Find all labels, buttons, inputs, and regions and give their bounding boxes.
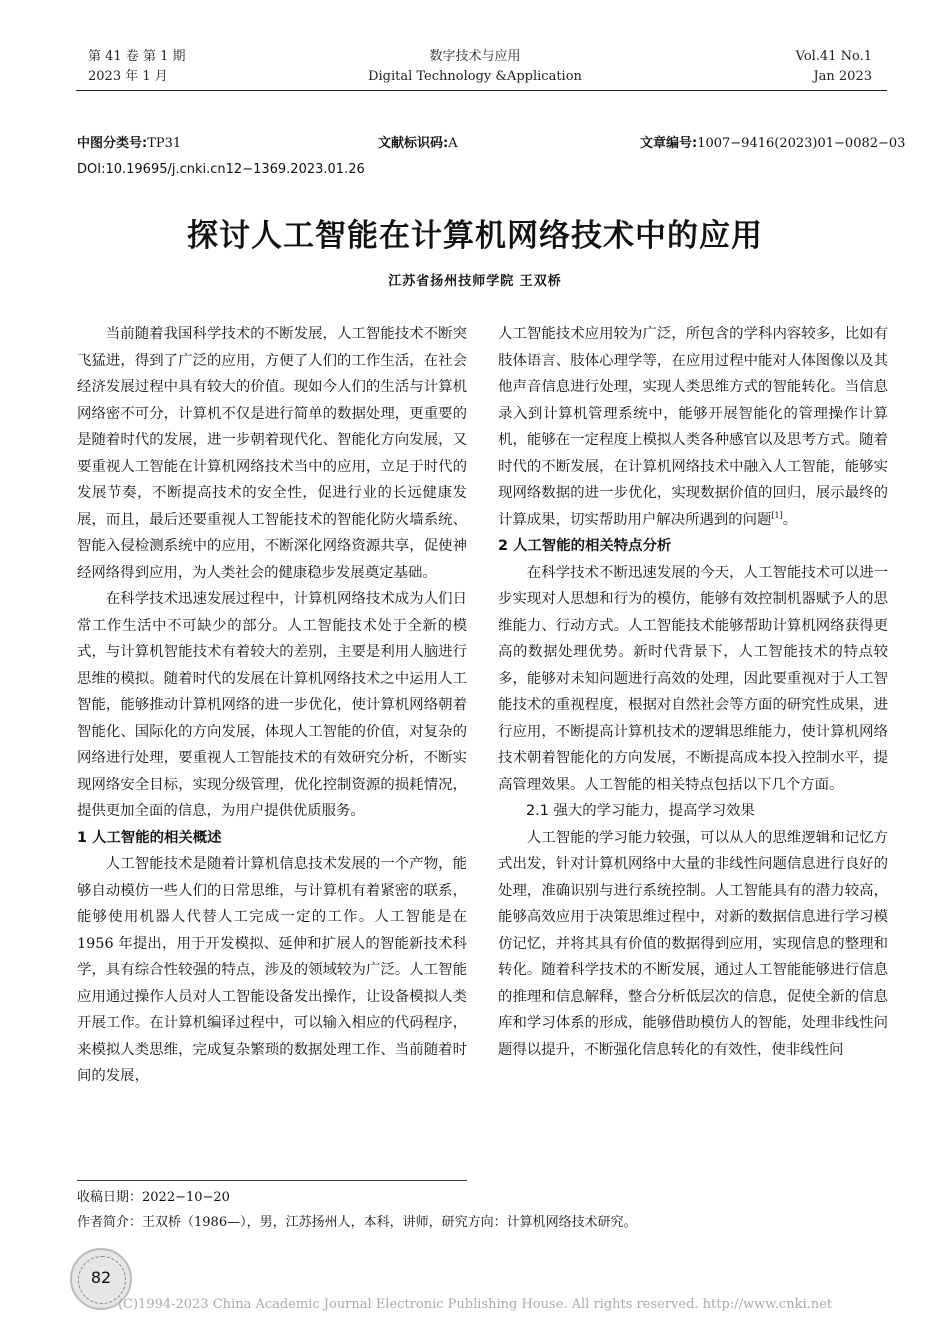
volume-issue-en: Vol.41 No.1 (795, 49, 872, 64)
document-code: 文献标识码:A (378, 136, 458, 151)
volume-issue: 第 41 卷 第 1 期 (88, 49, 186, 64)
section-heading-2: 2 人工智能的相关特点分析 (498, 538, 672, 554)
header-right (796, 47, 872, 87)
section-heading-1: 1 人工智能的相关概述 (77, 829, 222, 846)
paragraph: 在科学技术迅速发展过程中，计算机网络技术成为人们日常工作生活中不可缺少的部分。人工智能技术处于全新的模式，与计算机智能技术有着较大的差别，主要是利用人脑进行思维的模拟。随着时代的发展在计算机网络技术之中运用人工智能，能够推动计算机网络的进一步优化，使计算机网络朝着智能化、国际化的方向发展，体现人工智能的价值，对复杂的网络进行处理，要重视人工智能技术的有效研究分析，不断实现网络安全目标，实现分级管理，优化控制资源的损耗情况，提供更加全面的信息，为用户提供优质服务。 (77, 591, 467, 819)
subsection-heading-2-1: 2.1 强大的学习能力，提高学习效果 (526, 803, 755, 819)
author-bio: 作者简介：王双桥（1986—），男，江苏扬州人，本科，讲师，研究方向：计算机网络技术研究。 (77, 1215, 637, 1230)
article-title: 探讨人工智能在计算机网络技术中的应用 (187, 218, 763, 254)
right-column (498, 321, 888, 1063)
paragraph: 在科学技术不断迅速发展的今天，人工智能技术可以进一步实现对人思想和行为的模仿，能够有效控制机器赋予人的思维能力、行动方式。人工智能技术能够帮助计算机网络获得更高的数据处理优势。新时代背景下，人工智能技术的特点较多，能够对未知问题进行高效的处理，因此要重视对于人工智能技术的重视程度，根据对自然社会等方面的研究性成果，进行应用，不断提高计算机技术的逻辑思维能力，使计算机网络技术朝着智能化的方向发展，不断提高成本投入控制水平，提高管理效果。人工智能的相关特点包括以下几个方面。 (498, 564, 888, 793)
clc-number: 中图分类号:TP31 (77, 136, 182, 151)
journal-name-en: Digital Technology &Application (368, 69, 582, 84)
author-line: 江苏省扬州技师学院 王双桥 (388, 274, 562, 289)
copyright-watermark: (C)1994-2023 China Academic Journal Electronic Publishing House. All rights reserved. http://www.cnki.net (117, 1297, 833, 1312)
issue-date-en: Jan 2023 (813, 69, 872, 84)
paragraph: 人工智能技术应用较为广泛，所包含的学科内容较多，比如有肢体语言、肢体心理学等，在应用过程中能对人体图像以及其他声音信息进行处理，实现人类思维方式的智能转化。当信息录入到计算机管理系统中，能够开展智能化的管理操作计算机，能够在一定程度上模拟人类各种感官以及思考方式。随着时代的不断发展，在计算机网络技术中融入人工智能，能够实现网络数据的进一步优化，实现数据价值的回归，展示最终的计算成果，切实帮助用户解决所遇到的问题[1]。 (498, 326, 888, 528)
citation: [1] (771, 510, 783, 520)
paragraph: 人工智能技术是随着计算机信息技术发展的一个产物，能够自动模仿一些人们的日常思维，与计算机有着紧密的联系，能够使用机器人代替人工完成一定的工作。人工智能是在 1956 年提出，用于开发模拟、延伸和扩展人的智能新技术科学，具有综合性较强的特点，涉及的领域较为广泛。人工智能应用通过操作人员对人工智能设备发出操作，让设备模拟人类开展工作。在计算机编译过程中，可以输入相应的代码程序，来模拟人类思维，完成复杂繁琐的数据处理工作、当前随着时间的发展， (77, 856, 467, 1084)
issue-date: 2023 年 1 月 (88, 69, 168, 84)
page-number: 82 (90, 1268, 112, 1287)
paragraph: 当前随着我国科学技术的不断发展，人工智能技术不断突飞猛进，得到了广泛的应用，方便了人们的工作生活，在社会经济发展过程中具有较大的价值。现如今人们的生活与计算机网络密不可分，计算机不仅是进行简单的数据处理，更重要的是随着时代的发展，进一步朝着现代化、智能化方向发展，又要重视人工智能在计算机网络技术当中的应用，立足于时代的发展节奏，不断提高技术的安全性，促进行业的长远健康发展，而且，最后还要重视人工智能技术的智能化防火墙系统、智能入侵检测系统中的应用，不断深化网络资源共享，促使神经网络得到应用，为人类社会的健康稳步发展奠定基础。 (77, 326, 467, 581)
left-column (77, 321, 467, 1090)
journal-name-cn: 数字技术与应用 (429, 49, 521, 64)
article-number: 文章编号:1007−9416(2023)01−0082−03 (640, 136, 906, 151)
doi: DOI:10.19695/j.cnki.cn12−1369.2023.01.26 (77, 162, 365, 177)
received-date: 收稿日期：2022−10−20 (77, 1190, 230, 1205)
header-rule (76, 90, 887, 91)
paragraph: 人工智能的学习能力较强，可以从人的思维逻辑和记忆方式出发，针对计算机网络中大量的非线性问题信息进行良好的处理，准确识别与进行系统控制。人工智能具有的潜力较高，能够高效应用于决策思维过程中，对新的数据信息进行学习模仿记忆，并将其具有价值的数据得到应用，实现信息的整理和转化。随着科学技术的不断发展，通过人工智能能够进行信息的推理和信息解释，整合分析低层次的信息，促使全新的信息库和学习体系的形成，能够借助模仿人的智能，处理非线性问题得以提升，不断强化信息转化的有效性，使非线性问 (498, 829, 888, 1058)
footnote-rule (77, 1180, 467, 1181)
